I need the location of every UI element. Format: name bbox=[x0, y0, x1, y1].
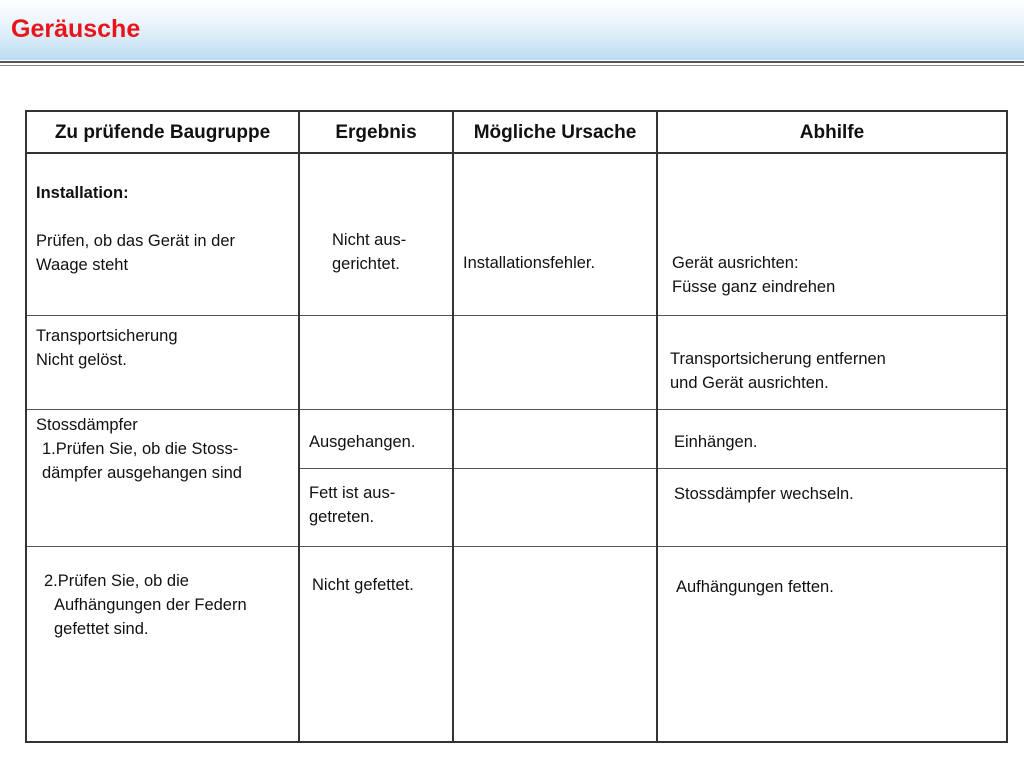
result-text: getreten. bbox=[309, 508, 375, 526]
row-divider bbox=[299, 468, 1008, 469]
component-text: Aufhängungen der Federn bbox=[54, 596, 247, 614]
remedy-text: Gerät ausrichten: bbox=[672, 254, 799, 272]
remedy-text: Aufhängungen fetten. bbox=[676, 578, 834, 596]
table-border-top bbox=[25, 110, 1008, 112]
component-text: 2.Prüfen Sie, ob die bbox=[44, 572, 189, 590]
result-text: Ausgehangen. bbox=[309, 433, 416, 451]
table-border-right bbox=[1006, 110, 1008, 743]
remedy-text: Stossdämpfer wechseln. bbox=[674, 485, 854, 503]
component-heading: Installation: bbox=[36, 184, 129, 202]
column-header-remedy: Abhilfe bbox=[799, 122, 865, 143]
remedy-text: Füsse ganz eindrehen bbox=[672, 278, 836, 296]
row-divider bbox=[25, 315, 1008, 316]
column-divider bbox=[298, 110, 300, 743]
component-text: gefettet sind. bbox=[54, 620, 149, 638]
remedy-text: Transportsicherung entfernen bbox=[670, 350, 886, 368]
column-header-component: Zu prüfende Baugruppe bbox=[54, 122, 271, 143]
header-divider bbox=[25, 152, 1008, 154]
component-text: dämpfer ausgehangen sind bbox=[42, 464, 242, 482]
row-divider bbox=[25, 409, 1008, 410]
table-border-left bbox=[25, 110, 27, 743]
result-text: Nicht gefettet. bbox=[312, 576, 414, 594]
page-title: Geräusche bbox=[11, 15, 141, 43]
column-header-result: Ergebnis bbox=[335, 122, 417, 143]
column-header-cause: Mögliche Ursache bbox=[473, 122, 637, 143]
table-border-bottom bbox=[25, 741, 1008, 743]
component-text: Prüfen, ob das Gerät in der bbox=[36, 232, 236, 250]
column-divider bbox=[452, 110, 454, 743]
cause-text: Installationsfehler. bbox=[463, 254, 596, 272]
component-text: Waage steht bbox=[36, 256, 129, 274]
result-text: Nicht aus- bbox=[332, 231, 407, 249]
result-text: Fett ist aus- bbox=[309, 484, 396, 502]
component-text: Transportsicherung bbox=[36, 327, 178, 345]
column-divider bbox=[656, 110, 658, 743]
component-text: 1.Prüfen Sie, ob die Stoss- bbox=[42, 440, 239, 458]
component-text: Nicht gelöst. bbox=[36, 351, 127, 369]
row-divider bbox=[25, 546, 1008, 547]
remedy-text: und Gerät ausrichten. bbox=[670, 374, 829, 392]
result-text: gerichtet. bbox=[332, 255, 400, 273]
remedy-text: Einhängen. bbox=[674, 433, 758, 451]
component-text: Stossdämpfer bbox=[36, 416, 138, 434]
